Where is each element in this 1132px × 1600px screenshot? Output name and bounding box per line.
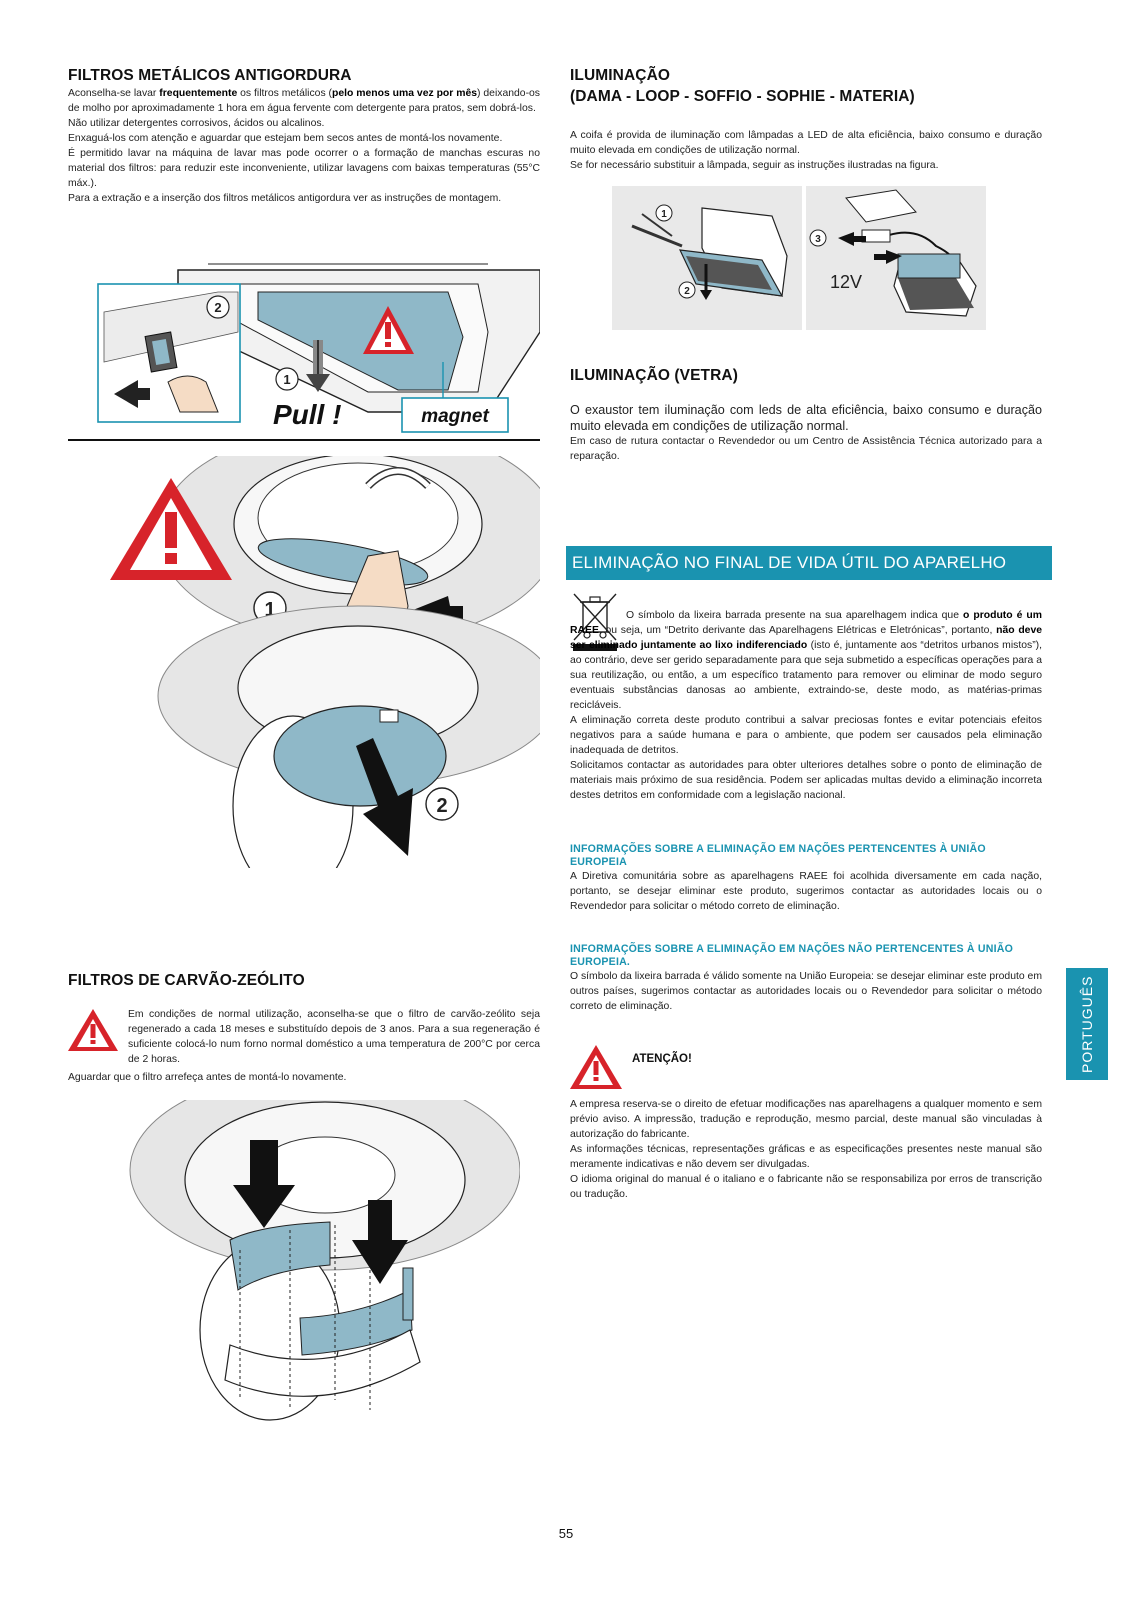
metal-filters-p1 — [68, 86, 540, 116]
round-step-1-label: 1 — [264, 599, 276, 621]
led-step-2-label: 2 — [684, 286, 690, 297]
attention-p1: A empresa reserva-se o direito de efetuar modificações nas aparelhagens a qualquer momento e sem prévio aviso. A impressão, tradução e reprodução, mesmo parcial, deste manual são vinculadas à autorização do fabricante. — [570, 1099, 1042, 1140]
eu-text: A Diretiva comunitária sobre as aparelhagens RAEE foi acolhida diversamente em cada nação, portanto, se desejar eliminar este produto, sugerimos contactar as autoridades locais ou o Revendedor para solicitar o método correto de eliminação. — [570, 871, 1042, 912]
disposal-p3: Solicitamos contactar as autoridades para obter ulteriores detalhes sobre o ponto de eliminação de materiais mais próximo de sua residência. Podem ser aplicadas multas devido a eliminação incorreta destes detritos em conformidade com a legislação nacional. — [570, 760, 1042, 801]
carbon-filters-p1: Em condições de normal utilização, aconselha-se que o filtro de carvão-zeólito seja regenerado a cada 18 meses e substituído depois de 3 anos. Para a sua regeneração é suficiente colocá-lo num forno normal doméstico a uma temperatura de 200°C por cerca de 2 horas. — [128, 1009, 540, 1065]
eu-title: INFORMAÇÕES SOBRE A ELIMINAÇÃO EM NAÇÕES PERTENCENTES À UNIÃO EUROPEIA — [570, 843, 986, 868]
pull-label: Pull ! — [273, 399, 342, 430]
round-filter-removal-figure — [68, 456, 540, 868]
section-divider — [68, 439, 540, 441]
led-step-3-label: 3 — [815, 234, 821, 245]
led-connector-figure — [806, 186, 986, 330]
vetra-title: ILUMINAÇÃO (VETRA) — [570, 367, 738, 384]
magnet-label: magnet — [421, 406, 489, 427]
attention-p3: O idioma original do manual é o italiano e o fabricante não se responsabiliza por erros de transcrição ou tradução. — [570, 1174, 1042, 1200]
text-run-bold: não deve ser eliminado juntamente ao lixo indiferenciado — [570, 625, 1043, 651]
lighting-p1: A coifa é provida de iluminação com lâmpadas a LED de alta eficiência, baixo consumo e duração muito elevada em condições de utilização normal. — [570, 130, 1042, 156]
text-run-bold: o produto é um RAEE — [570, 610, 1042, 636]
carbon-filters-p2: Aguardar que o filtro arrefeça antes de montá-lo novamente. — [68, 1072, 347, 1083]
voltage-label: 12V — [830, 272, 863, 292]
vetra-text — [570, 402, 1042, 464]
attention-p2: As informações técnicas, representações gráficas e as especificações presentes neste manual são meramente indicativas e não devem ser divulgadas. — [570, 1144, 1042, 1170]
text-run: os filtros metálicos ( — [237, 88, 333, 99]
metal-filters-p3: Enxaguá-los com atenção e aguardar que estejam bem secos antes de montá-los novamente. — [68, 133, 503, 144]
metal-filters-title: FILTROS METÁLICOS ANTIGORDURA — [68, 67, 352, 84]
attention-warning-icon — [568, 1043, 624, 1091]
text-run: Aconselha-se lavar — [68, 88, 160, 99]
disposal-text — [570, 608, 1042, 803]
non-eu-title: INFORMAÇÕES SOBRE A ELIMINAÇÃO EM NAÇÕES NÃO PERTENCENTES À UNIÃO EUROPEIA. — [570, 943, 1014, 968]
non-eu-text: O símbolo da lixeira barrada é válido somente na União Europeia: se desejar eliminar este produto em outros países, sugerimos contactar as autoridades locais ou o Revendedor para solicitar o método correto de eliminação. — [570, 971, 1042, 1012]
metal-filters-p5: Para a extração e a inserção dos filtros metálicos antigordura ver as instruções de montagem. — [68, 193, 502, 204]
lighting-title-1: ILUMINAÇÃO — [570, 67, 671, 84]
text-run: ) deixando-os de molho por aproximadamente 1 hora em água fervente com detergente para pratos, sem dobrá-los. — [68, 88, 541, 114]
text-run: (isto é, juntamente aos “detritos urbanos mistos”), ao contrário, deve ser gerido separadamente para que seja submetido a específicas operações para a sua reutilização, ou então, a um específico tratamento para remover ou eliminar de modo seguro eventuais substâncias danosas ao ambiente, extraindo-se, deste modo, as matérias-primas recicláveis. — [570, 640, 1043, 711]
page-number: 55 — [558, 1526, 574, 1541]
lighting-p2: Se for necessário substituir a lâmpada, seguir as instruções ilustradas na figura. — [570, 160, 939, 171]
text-run-bold: pelo menos uma vez por mês — [332, 88, 478, 99]
attention-label: ATENÇÃO! — [632, 1053, 692, 1065]
warning-icon — [66, 1007, 120, 1053]
disposal-banner: ELIMINAÇÃO NO FINAL DE VIDA ÚTIL DO APARELHO — [566, 546, 1052, 580]
led-step-1-label: 1 — [661, 209, 667, 220]
step-1-label: 1 — [283, 372, 291, 387]
eu-section — [570, 843, 1042, 914]
vetra-p1: O exaustor tem iluminação com leds de alta eficiência, baixo consumo e duração muito elevada em condições de utilização normal. — [570, 403, 1042, 433]
non-eu-section — [570, 943, 1042, 1014]
metal-filters-text — [68, 86, 540, 206]
language-tab: PORTUGUÊS — [1066, 968, 1108, 1080]
metal-filters-p2: Não utilizar detergentes corrosivos, ácidos ou alcalinos. — [68, 118, 325, 129]
filter-removal-figure — [68, 262, 540, 442]
vetra-p2: Em caso de rutura contactar o Revendedor ou um Centro de Assistência Técnica autorizado para a reparação. — [570, 436, 1042, 462]
attention-text — [570, 1097, 1042, 1202]
carbon-filter-figure — [120, 1100, 520, 1422]
disposal-p1 — [570, 608, 1042, 713]
led-removal-figure — [612, 186, 802, 330]
text-run: O símbolo da lixeira barrada presente na sua aparelhagem indica que — [626, 610, 963, 621]
carbon-filters-title: FILTROS DE CARVÃO-ZEÓLITO — [68, 972, 305, 989]
text-run: , ou seja, um “Detrito derivante das Aparelhagens Elétricas e Eletrónicas”, portanto, — [598, 625, 997, 636]
lighting-text — [570, 128, 1042, 173]
disposal-p2: A eliminação correta deste produto contribui a salvar preciosas fontes e evitar potenciais efeitos negativos para a saúde humana e para o ambiente, que podem ser causados pela eliminação inadequada de detritos. — [570, 715, 1042, 756]
step-2-label: 2 — [214, 300, 222, 315]
text-run-bold: frequentemente — [159, 88, 238, 99]
metal-filters-p4: É permitido lavar na máquina de lavar mas pode ocorrer o a formação de manchas escuras no material dos filtros: para reduzir este inconveniente, utilizar lavagens com baixas temperaturas (55°C máx.). — [68, 148, 540, 189]
round-step-2-label: 2 — [436, 795, 448, 817]
lighting-title-2: (DAMA - LOOP - SOFFIO - SOPHIE - MATERIA) — [570, 88, 915, 105]
carbon-filters-text — [128, 1007, 540, 1067]
